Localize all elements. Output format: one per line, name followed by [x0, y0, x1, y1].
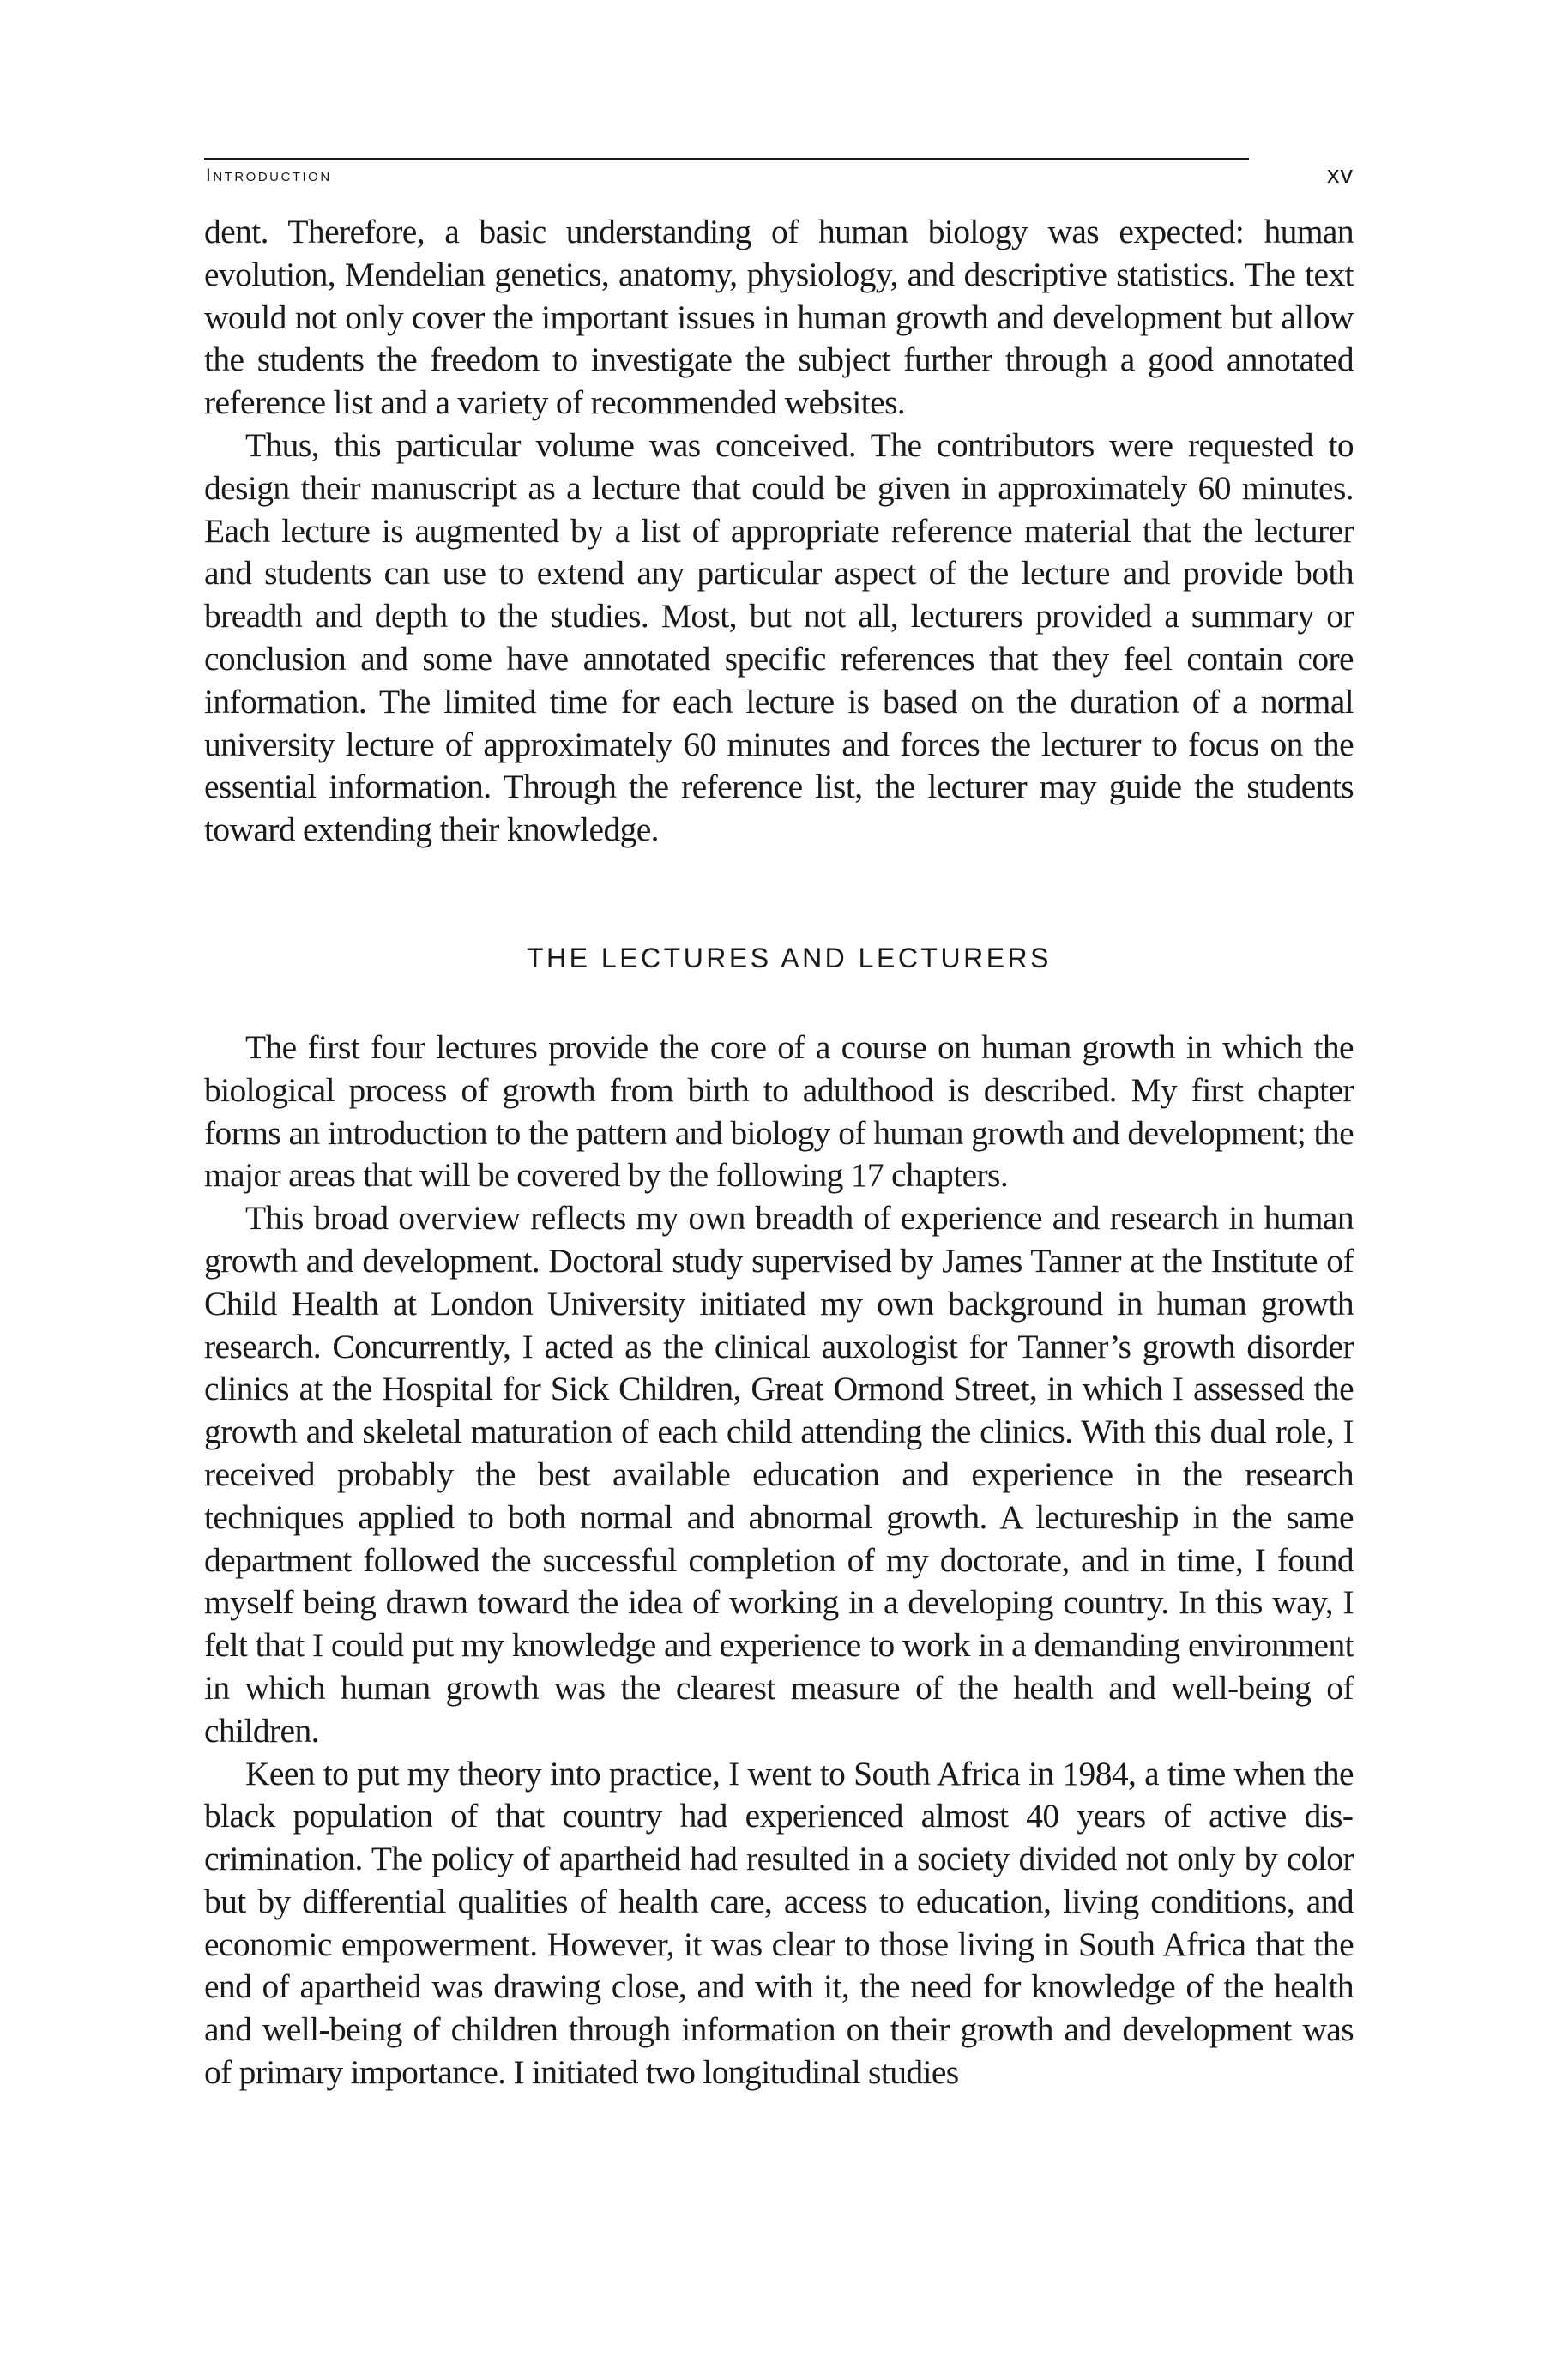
- running-head: [204, 154, 1354, 189]
- book-page: [204, 154, 1354, 2094]
- paragraph: This broad overview reflects my own breadth of experience and research in human growth and development. Doctoral study supervised by James Tanner at the Institute of Child Health at London University initiated my own background in human growth research. Concurrently, I acted as the clinical auxologist for Tanner’s growth disorder clinics at the Hospital for Sick Children, Great Ormond Street, in which I assessed the growth and skeletal maturation of each child attending the clinics. With this dual role, I received probably the best available education and experience in the research techniques applied to both normal and abnormal growth. A lectureship in the same department followed the successful completion of my doctorate, and in time, I found myself being drawn toward the idea of working in a developing country. In this way, I felt that I could put my knowledge and experience to work in a demanding environment in which human growth was the clearest measure of the health and well-being of children.: [204, 1199, 1354, 1750]
- header-rule: [204, 158, 1249, 160]
- page-number: xv: [1327, 161, 1354, 189]
- paragraph: Keen to put my theory into practice, I went to South Africa in 1984, a time when the black population of that country had experienced almost 40 years of active discrimination. The policy of apartheid had resulted in a society divided not only by color but by differential qualities of health care, access to education, living conditions, and economic empowerment. However, it was clear to those living in South Africa that the end of apartheid was drawing close, and with it, the need for knowledge of the health and well-being of children through information on their growth and development was of primary importance. I initiated two longitudinal studies: [204, 1754, 1354, 2092]
- body-text: [204, 211, 1354, 2094]
- paragraph: Thus, this particular volume was conceived. The contributors were requested to design their manuscript as a lecture that could be given in approximately 60 minutes. Each lecture is augmented by a list of appropriate reference material that the lecturer and students can use to extend any particular aspect of the lecture and provide both breadth and depth to the studies. Most, but not all, lecturers provided a summary or conclusion and some have annotated specific references that they feel contain core information. The limited time for each lecture is based on the duration of a normal university lecture of approximately 60 minutes and forces the lecturer to focus on the essential information. Through the reference list, the lecturer may guide the students toward extending their knowledge.: [204, 425, 1354, 849]
- paragraph: The first four lectures provide the core of a course on human growth in which the biological process of growth from birth to adulthood is described. My first chapter forms an introduction to the pattern and biology of human growth and development; the major areas that will be covered by the following 17 chapters.: [204, 1027, 1354, 1195]
- running-head-title: Introduction: [206, 166, 332, 185]
- section-heading: THE LECTURES AND LECTURERS: [527, 942, 1052, 973]
- paragraph: dent. Therefore, a basic understanding of human biology was expected: human evolution, Mendelian genetics, anatomy, physiology, and descriptive statistics. The text would not only cover the important issues in human growth and development but allow the students the freedom to investigate the subject further through a good annotated reference list and a variety of recommended websites.: [204, 213, 1354, 422]
